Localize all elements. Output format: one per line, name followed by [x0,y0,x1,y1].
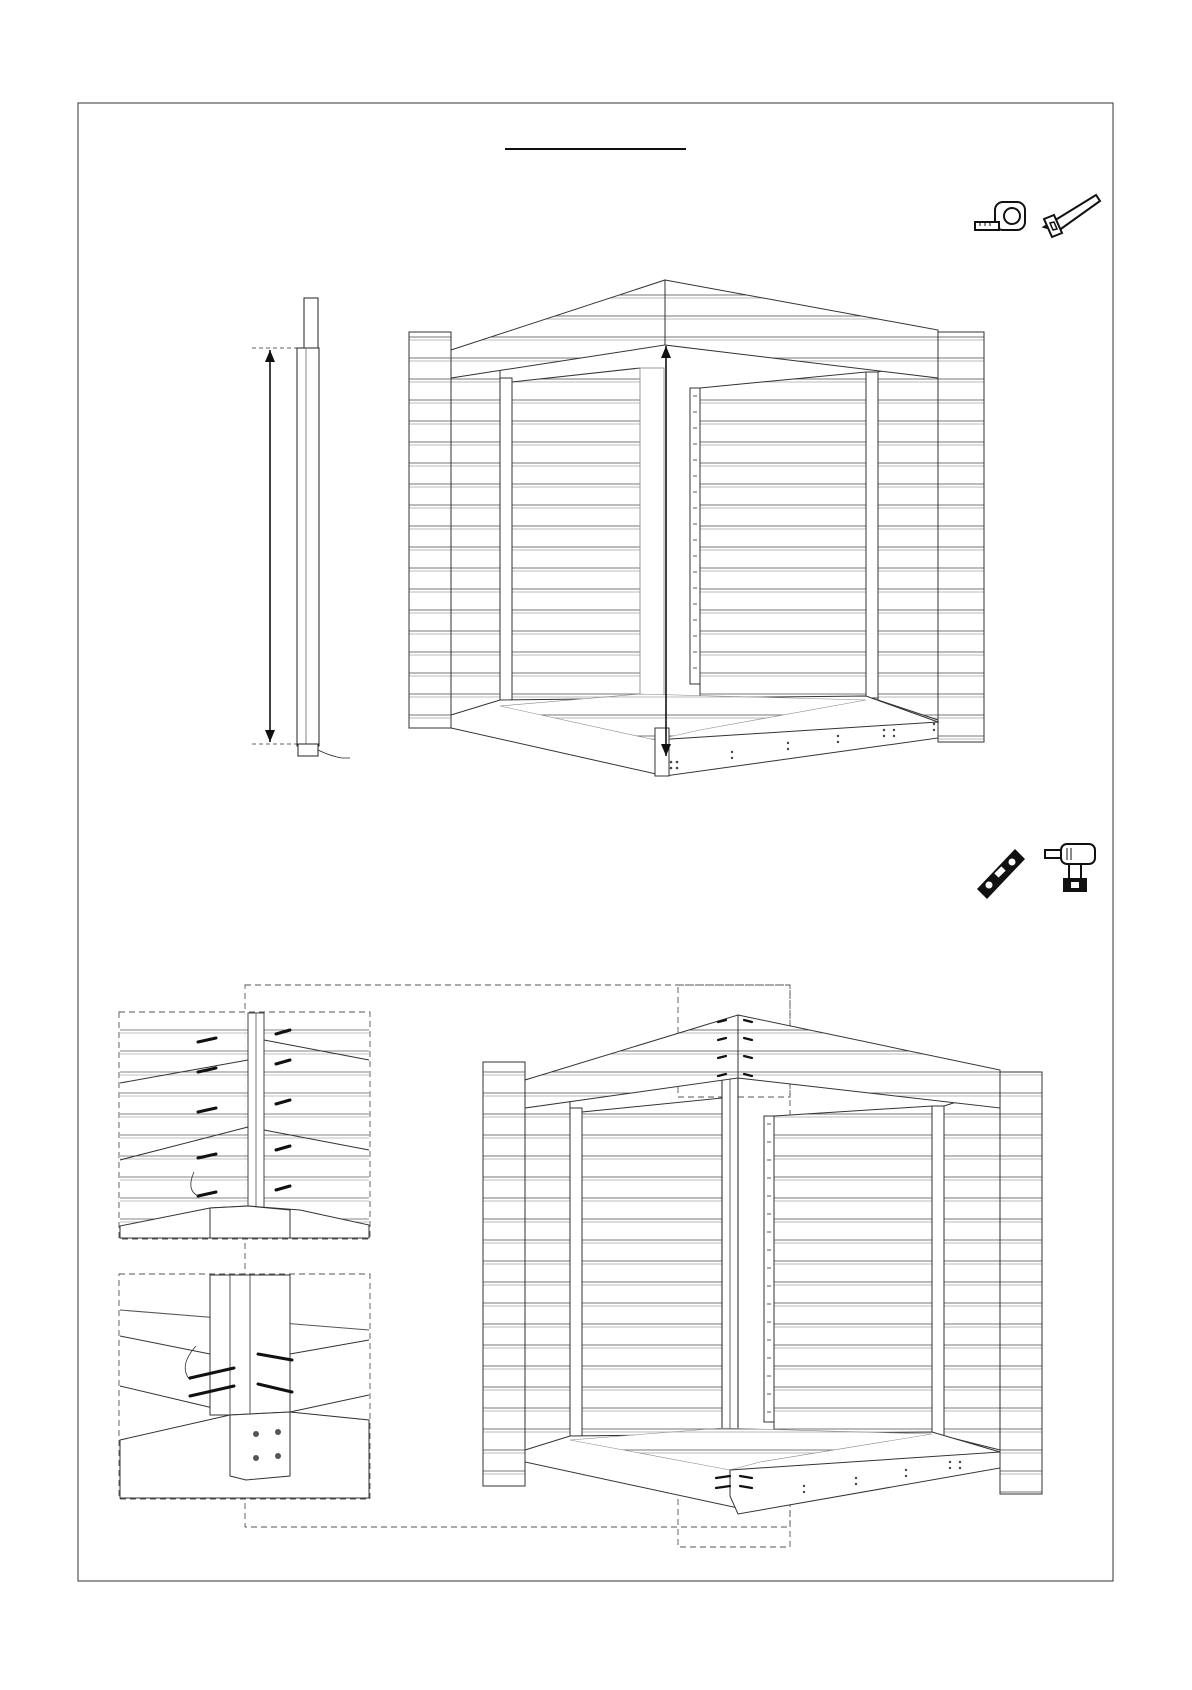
detail-top-corner [120,1013,369,1238]
shed-frame-with-post-installed [483,1015,1042,1514]
spirit-level-icon [977,849,1025,899]
hand-saw-icon [1044,195,1100,237]
post-with-length-dimension [252,298,350,758]
cordless-drill-icon [1045,844,1095,892]
detail-bottom-corner [120,1275,369,1498]
tape-measure-icon [975,202,1025,230]
shed-frame-top-view [409,280,984,776]
